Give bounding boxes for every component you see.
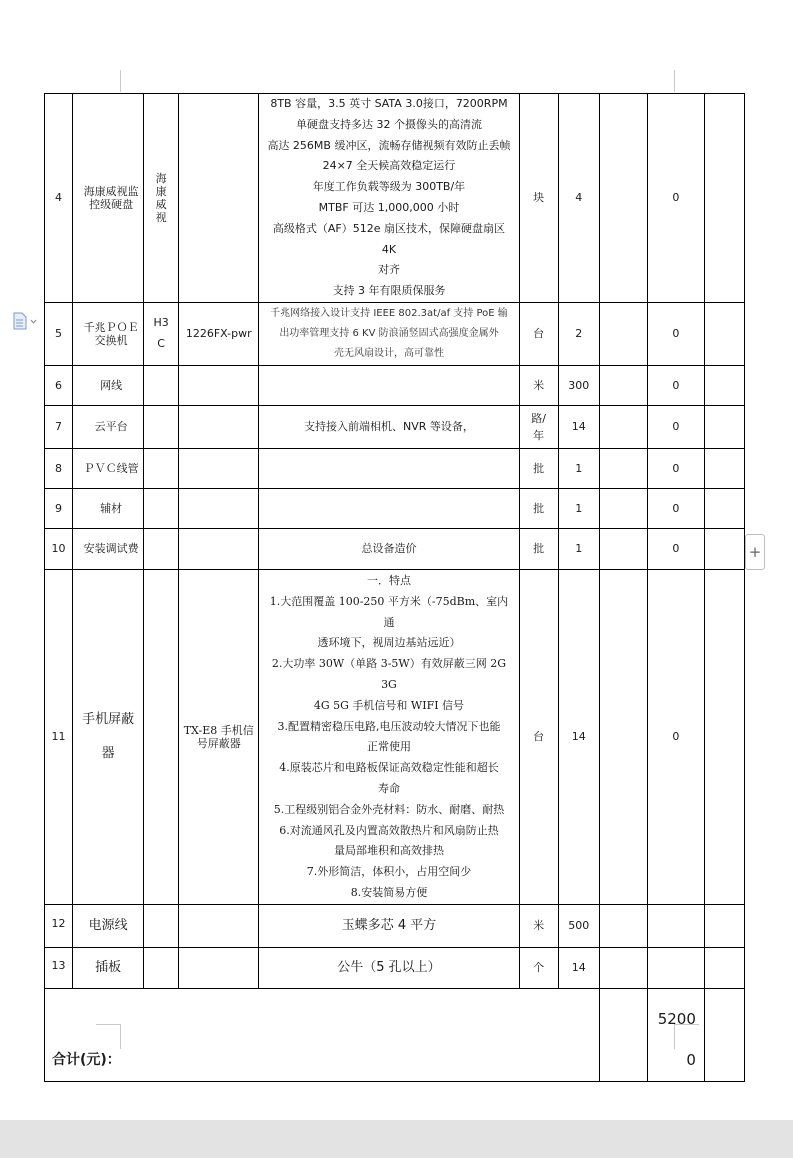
- total-value-line: 0: [686, 1050, 696, 1069]
- cell-unit: 台: [519, 569, 558, 904]
- spec-line: 3.配置精密稳压电路,电压波动较大情况下也能: [277, 719, 501, 733]
- cell-qty: 1: [558, 488, 599, 528]
- cell-no: 6: [45, 365, 73, 405]
- unit-line: 路/: [531, 411, 547, 425]
- cell-item-name: 网线: [73, 365, 144, 405]
- cell-price: [599, 904, 647, 947]
- spec-line: 8TB 容量，3.5 英寸 SATA 3.0接口，7200RPM: [270, 97, 508, 110]
- cell-total: 0: [647, 528, 704, 569]
- cell-spec: [259, 569, 519, 904]
- spec-line: 支持 3 年有限质保服务: [332, 284, 446, 298]
- cell-item-name: 电源线: [73, 904, 144, 947]
- cell-spec: 公牛（5 孔以上）: [259, 947, 519, 988]
- cell-price: [599, 488, 647, 528]
- cell-brand: 海 康 威 视: [144, 94, 179, 303]
- cell-qty: 1: [558, 448, 599, 488]
- table-row: [45, 904, 745, 947]
- spec-line: 透环境下，视周边基站远近）: [317, 636, 461, 650]
- cell-price: [599, 405, 647, 448]
- cell-total: 0: [647, 94, 704, 303]
- name-line: 手机屏蔽: [82, 712, 135, 728]
- total-value-line: 5200: [657, 1009, 696, 1028]
- cell-item-name: ＰＶＣ线管: [73, 448, 144, 488]
- spec-line: 2.大功率 30W（单路 3-5W）有效屏蔽三网 2G 3G: [271, 657, 506, 691]
- cell-brand: [144, 569, 179, 904]
- cell-spec: [259, 302, 519, 365]
- cell-qty: 500: [558, 904, 599, 947]
- cell-unit: 台: [519, 302, 558, 365]
- cell-price: [599, 947, 647, 988]
- cell-no: 9: [45, 488, 73, 528]
- table-row: [45, 405, 745, 448]
- spec-line: 高达 256MB 缓冲区，流畅存储视频有效防止丢帧: [267, 138, 511, 152]
- cell-price: [599, 528, 647, 569]
- total-price-cell: [599, 988, 647, 1081]
- cell-total: 0: [647, 405, 704, 448]
- table-row: [45, 528, 745, 569]
- spec-line: 8.安装简易方便: [350, 885, 428, 899]
- unit-line: 年: [533, 428, 545, 442]
- cell-total: 0: [647, 302, 704, 365]
- name-line: 器: [101, 745, 115, 761]
- cell-brand: H3 C: [144, 302, 179, 365]
- cell-unit: 米: [519, 904, 558, 947]
- cell-spec: 玉蝶多芯 4 平方: [259, 904, 519, 947]
- spec-line: 4G 5G 手机信号和 WIFI 信号: [313, 698, 465, 712]
- cell-item-name: 安装调试费: [73, 528, 144, 569]
- spec-line: 正常使用: [366, 740, 411, 754]
- cell-unit: 批: [519, 448, 558, 488]
- cell-qty: 1: [558, 528, 599, 569]
- cell-no: 4: [45, 94, 73, 303]
- cell-qty: 300: [558, 365, 599, 405]
- table-row: [45, 569, 745, 904]
- page-gap-strip: [0, 1120, 793, 1158]
- cell-note: [704, 528, 744, 569]
- cell-note: [704, 94, 744, 303]
- spec-line: 千兆网络接入设计支持 IEEE 802.3at/af 支持 PoE 输: [270, 307, 508, 319]
- spec-line: 年度工作负载等级为 300TB/年: [312, 180, 466, 194]
- cell-item-name: 海康威视监控级硬盘: [73, 94, 144, 303]
- spec-line: 寿命: [377, 781, 400, 795]
- spec-line: 一．特点: [366, 573, 411, 587]
- table-row: [45, 448, 745, 488]
- table-row: [45, 947, 745, 988]
- total-row: [45, 988, 745, 1081]
- table-row: [45, 302, 745, 365]
- cell-spec: 支持接入前端相机、NVR 等设备，: [259, 405, 519, 448]
- table-row: [45, 94, 745, 303]
- spec-line: 对齐: [377, 263, 400, 277]
- cell-item-name: 千兆ＰＯＥ交换机: [73, 302, 144, 365]
- cell-note: [704, 405, 744, 448]
- total-label: 合计(元)：: [45, 988, 600, 1081]
- spec-line: 7.外形简洁，体积小，占用空间少: [306, 865, 472, 879]
- cell-brand: [144, 904, 179, 947]
- spec-line: 单硬盘支持多达 32 个摄像头的高清流: [295, 117, 482, 131]
- spec-line: 1.大范围覆盖 100-250 平方米（-75dBm、室内通: [269, 594, 509, 629]
- cell-spec: [259, 94, 519, 303]
- cell-brand: [144, 947, 179, 988]
- cell-spec: [259, 448, 519, 488]
- cell-total: 0: [647, 448, 704, 488]
- cell-model: [179, 405, 259, 448]
- cell-price: [599, 448, 647, 488]
- cell-total: [647, 947, 704, 988]
- cell-note: [704, 488, 744, 528]
- cell-brand: [144, 488, 179, 528]
- cell-price: [599, 302, 647, 365]
- cell-brand: [144, 365, 179, 405]
- cell-qty: 14: [558, 947, 599, 988]
- cell-item-name: 插板: [73, 947, 144, 988]
- cell-note: [704, 904, 744, 947]
- cell-unit: 个: [519, 947, 558, 988]
- cell-note: [704, 947, 744, 988]
- cell-total: 0: [647, 365, 704, 405]
- equipment-table: [44, 93, 745, 1082]
- document-outline-icon[interactable]: [12, 312, 38, 330]
- spec-line: 5.工程级别铝合金外壳材料：防水、耐磨、耐热: [273, 802, 505, 816]
- cell-no: 12: [45, 904, 73, 947]
- cell-model: 1226FX-pwr: [179, 302, 259, 365]
- total-value: [647, 988, 704, 1081]
- cell-no: 10: [45, 528, 73, 569]
- cell-price: [599, 94, 647, 303]
- cell-spec: [259, 365, 519, 405]
- cell-model: [179, 488, 259, 528]
- cell-qty: 2: [558, 302, 599, 365]
- add-column-button[interactable]: +: [745, 534, 765, 570]
- cell-brand: [144, 448, 179, 488]
- cell-unit: 块: [519, 94, 558, 303]
- cell-spec: 总设备造价: [259, 528, 519, 569]
- cell-model: [179, 904, 259, 947]
- total-note-cell: [704, 988, 744, 1081]
- cell-no: 5: [45, 302, 73, 365]
- spec-line: 4.原装芯片和电路板保证高效稳定性能和超长: [279, 761, 499, 775]
- cell-model: TX-E8 手机信号屏蔽器: [179, 569, 259, 904]
- cell-unit: [519, 405, 558, 448]
- cell-brand: [144, 528, 179, 569]
- cell-total: [647, 904, 704, 947]
- cell-no: 13: [45, 947, 73, 988]
- cell-note: [704, 302, 744, 365]
- spec-line: 量局部堆积和高效排热: [333, 844, 444, 858]
- cell-model: [179, 448, 259, 488]
- crop-mark-top-left: [120, 70, 121, 92]
- cell-no: 11: [45, 569, 73, 904]
- crop-mark-top-right: [674, 70, 675, 92]
- cell-item-name: 辅材: [73, 488, 144, 528]
- cell-model: [179, 947, 259, 988]
- spec-line: MTBF 可达 1,000,000 小时: [318, 200, 460, 214]
- cell-item-name: [73, 569, 144, 904]
- cell-note: [704, 448, 744, 488]
- cell-qty: 14: [558, 405, 599, 448]
- spec-line: 24×7 全天候高效稳定运行: [322, 159, 456, 173]
- cell-qty: 14: [558, 569, 599, 904]
- table-row: [45, 365, 745, 405]
- spec-line: 6.对流通风孔及内置高效散热片和风扇防止热: [279, 823, 499, 837]
- cell-qty: 4: [558, 94, 599, 303]
- cell-unit: 米: [519, 365, 558, 405]
- cell-no: 7: [45, 405, 73, 448]
- cell-note: [704, 365, 744, 405]
- cell-price: [599, 365, 647, 405]
- cell-item-name: 云平台: [73, 405, 144, 448]
- cell-note: [704, 569, 744, 904]
- cell-unit: 批: [519, 528, 558, 569]
- cell-brand: [144, 405, 179, 448]
- cell-unit: 批: [519, 488, 558, 528]
- cell-model: [179, 365, 259, 405]
- cell-total: 0: [647, 488, 704, 528]
- spec-line: 高级格式（AF）512e 扇区技术，保障硬盘扇区 4K: [272, 221, 506, 256]
- spec-line: 出功率管理支持 6 KV 防浪涌竖固式高强度金属外: [279, 327, 499, 339]
- cell-spec: [259, 488, 519, 528]
- table-row: [45, 488, 745, 528]
- spec-line: 壳无风扇设计，高可靠性: [333, 347, 444, 359]
- cell-no: 8: [45, 448, 73, 488]
- cell-price: [599, 569, 647, 904]
- cell-total: 0: [647, 569, 704, 904]
- cell-model: [179, 528, 259, 569]
- cell-model: [179, 94, 259, 303]
